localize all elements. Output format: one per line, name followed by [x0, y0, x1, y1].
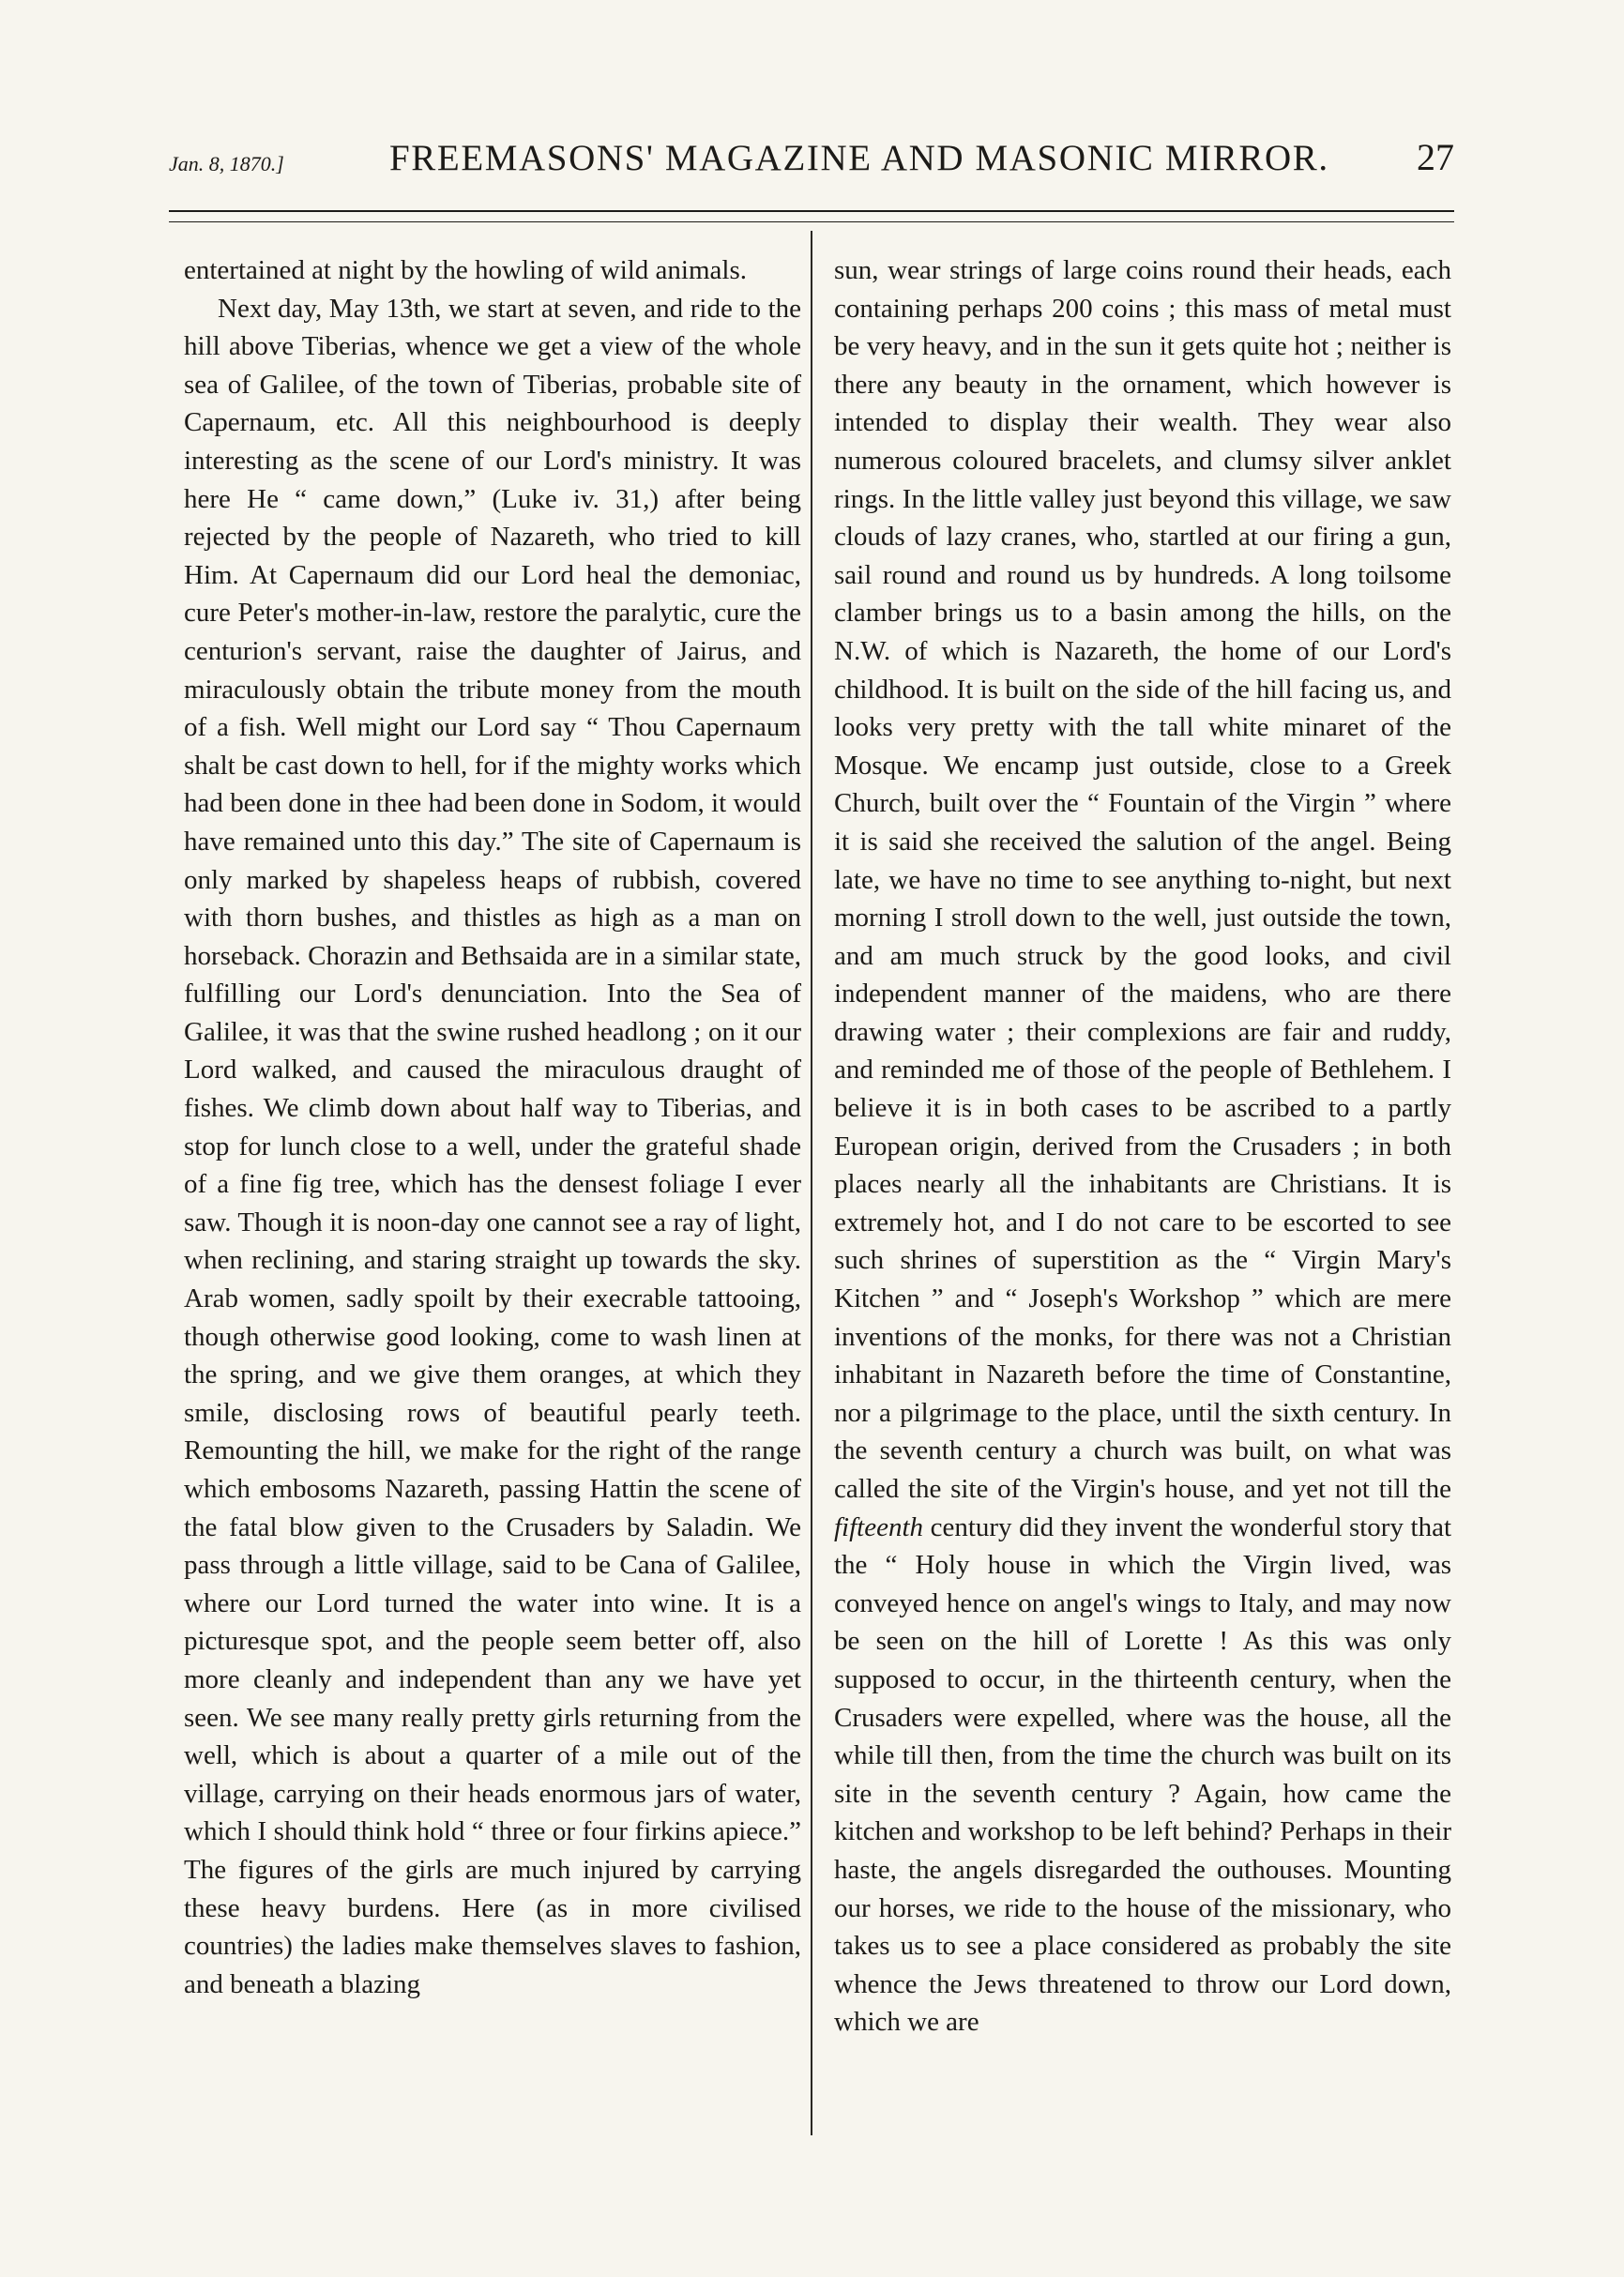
- issue-date: Jan. 8, 1870.]: [169, 152, 284, 175]
- page-number: 27: [1417, 136, 1454, 178]
- right-text-part-2: century did they invent the wonderful story that the “ Holy house in which the Virgin lived, was conveyed hence on angel's wings to Italy, and may now be seen on the hill of Lorette ! As this was only supposed to occur, in the thirteenth century, when the Crusaders were expelled, where was the house, all the while till then, from the time the church was built on its site in the seventh century ? Again, how came the kitchen and workshop to be left behind? Perhaps in their haste, the angels disregarded the outhouses. Mounting our horses, we ride to the house of the missionary, who takes us to see a place considered as probably the site whence the Jews threatened to throw our Lord down, which we are: [834, 1511, 1452, 2038]
- right-text-part-1: sun, wear strings of large coins round their heads, each containing perhaps 200 coins ; this mass of metal must be very heavy, and in the sun it gets quite hot ; neither is there any beauty in the ornament, which however is intended to display their wealth. They wear also numerous coloured bracelets, and clumsy silver anklet rings. In the little valley just beyond this village, we saw clouds of lazy cranes, who, startled at our firing a gun, sail round and round us by hundreds. A long toilsome clamber brings us to a basin among the hills, on the N.W. of which is Nazareth, the home of our Lord's childhood. It is built on the side of the hill facing us, and looks very pretty with the tall white minaret of the Mosque. We encamp just outside, close to a Greek Church, built over the “ Fountain of the Virgin ” where it is said she received the salution of the angel. Being late, we have no time to see anything to-night, but next morning I stroll down to the well, just outside the town, and am much struck by the good looks, and civil independent manner of the maidens, who are there drawing water ; their complexions are fair and ruddy, and reminded me of those of the people of Bethlehem. I believe it is in both cases to be ascribed to a partly European origin, derived from the Crusaders ; in both places nearly all the inhabitants are Christians. It is extremely hot, and I do not care to be escorted to see such shrines of superstition as the “ Virgin Mary's Kitchen ” and “ Joseph's Workshop ” which are mere inventions of the monks, for there was not a Christian inhabitant in Nazareth before the time of Constantine, nor a pilgrimage to the place, until the sixth century. In the seventh century a church was built, on what was called the site of the Virgin's house, and yet not till the: [834, 255, 1451, 1504]
- header-rule-thick: [169, 210, 1454, 212]
- page-header: [169, 131, 1454, 188]
- right-paragraph-1: [834, 251, 1451, 2042]
- italic-word: fifteenth: [834, 1511, 924, 1542]
- right-column: [834, 251, 1451, 2042]
- column-divider: [811, 231, 812, 2135]
- left-column: [184, 251, 801, 2003]
- left-paragraph-2: Next day, May 13th, we start at seven, and ride to the hill above Tiberias, whence we get a view of the whole sea of Galilee, of the town of Tiberias, probable site of Capernaum, etc. All this neighbourhood is deeply interesting as the scene of our Lord's ministry. It was here He “ came down,” (Luke iv. 31,) after being rejected by the people of Nazareth, who tried to kill Him. At Capernaum did our Lord heal the demoniac, cure Peter's mother-in-law, restore the paralytic, cure the centurion's servant, raise the daughter of Jairus, and miraculously obtain the tribute money from the mouth of a fish. Well might our Lord say “ Thou Capernaum shalt be cast down to hell, for if the mighty works which had been done in thee had been done in Sodom, it would have remained unto this day.” The site of Capernaum is only marked by shapeless heaps of rubbish, covered with thorn bushes, and thistles as high as a man on horseback. Chorazin and Bethsaida are in a similar state, fulfilling our Lord's denunciation. Into the Sea of Galilee, it was that the swine rushed headlong ; on it our Lord walked, and caused the miraculous draught of fishes. We climb down about half way to Tiberias, and stop for lunch close to a well, under the grateful shade of a fine fig tree, which has the densest foliage I ever saw. Though it is noon-day one cannot see a ray of light, when reclining, and staring straight up towards the sky. Arab women, sadly spoilt by their execrable tattooing, though otherwise good looking, come to wash linen at the spring, and we give them oranges, at which they smile, disclosing rows of beautiful pearly teeth. Remounting the hill, we make for the right of the range which embosoms Nazareth, passing Hattin the scene of the fatal blow given to the Crusaders by Saladin. We pass through a little village, said to be Cana of Galilee, where our Lord turned the water into wine. It is a picturesque spot, and the people seem better off, also more cleanly and independent than any we have yet seen. We see many really pretty girls returning from the well, which is about a quarter of a mile out of the village, carrying on their heads enormous jars of water, which I should think hold “ three or four firkins apiece.” The figures of the girls are much injured by carrying these heavy burdens. Here (as in more civilised countries) the ladies make themselves slaves to fashion, and beneath a blazing: [184, 293, 801, 1999]
- left-paragraph-1: entertained at night by the howling of wild animals.: [184, 255, 748, 285]
- header-rule-thin: [169, 221, 1454, 222]
- magazine-title: FREEMASONS' MAGAZINE AND MASONIC MIRROR.: [389, 138, 1329, 178]
